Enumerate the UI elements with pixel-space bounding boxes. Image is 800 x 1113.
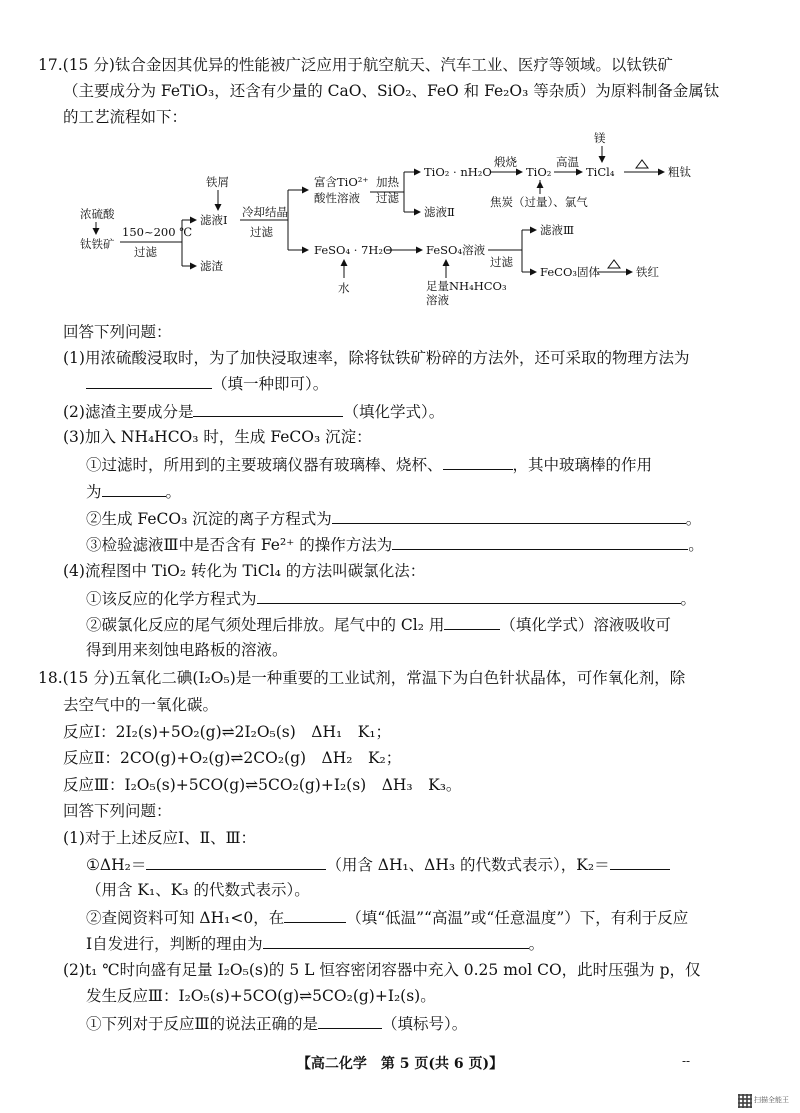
q18-intro-line1: 18.(15 分)五氧化二碘(I₂O₅)是一种重要的工业试剂，常温下为白色针状晶体，可作氧化剂，除 bbox=[38, 669, 686, 687]
label-ore: 钛铁矿 bbox=[80, 237, 115, 251]
q17-p4-2 bbox=[86, 613, 671, 636]
label-filter-1: 过滤 bbox=[134, 245, 157, 259]
answer-blank-p3-3[interactable] bbox=[392, 533, 688, 550]
q18-reaction-1: 反应Ⅰ：2I₂(s)+5O₂(g)⇌2I₂O₅(s) ΔH₁ K₁； bbox=[63, 723, 392, 741]
q18-p1-2-reason: Ⅰ自发进行，判断的理由为 bbox=[86, 935, 263, 953]
q18-p1-2-cont bbox=[86, 932, 544, 955]
label-tio2-hydrate: TiO₂ · nH₂O bbox=[424, 165, 492, 179]
process-flow-diagram bbox=[70, 128, 730, 318]
q17-p3-3: ③检验滤液Ⅲ中是否含有 Fe²⁺ 的操作方法为 。 bbox=[86, 533, 704, 556]
q17-p4-2-text: ②碳氯化反应的尾气须处理后排放。尾气中的 Cl₂ 用 bbox=[86, 616, 445, 634]
page-footer: 【高二化学 第 5 页(共 6 页)】 bbox=[296, 1056, 504, 1072]
corner-mark: -- bbox=[682, 1054, 691, 1068]
q17-p3-1-wei: 为 bbox=[86, 483, 102, 501]
qr-code-icon bbox=[738, 1094, 752, 1108]
label-filter-4: 过滤 bbox=[490, 255, 513, 269]
label-nh4hco3-1: 足量NH₄HCO₃ bbox=[426, 279, 507, 293]
label-ticl4: TiCl₄ bbox=[586, 165, 615, 179]
label-cool-cryst: 冷却结晶 bbox=[242, 205, 288, 219]
answer-blank-q18-p1-2a[interactable] bbox=[284, 906, 346, 923]
label-feso4-hydrate: FeSO₄ · 7H₂O bbox=[314, 243, 393, 257]
answer-blank-p3-2[interactable] bbox=[332, 507, 686, 524]
label-temp: 150~200 ℃ bbox=[122, 225, 193, 239]
q18-p2-line2: 发生反应Ⅲ：I₂O₅(s)+5CO(g)⇌5CO₂(g)+I₂(s)。 bbox=[86, 987, 436, 1005]
q17-p1-line2 bbox=[86, 372, 328, 395]
q17-p3-3-text: ③检验滤液Ⅲ中是否含有 Fe²⁺ 的操作方法为 bbox=[86, 536, 393, 554]
label-tio2: TiO₂ bbox=[526, 165, 552, 179]
label-feso4-sol: FeSO₄溶液 bbox=[426, 243, 486, 257]
answer-blank-q18-p2-1[interactable] bbox=[318, 1012, 382, 1029]
q18-intro-line2: 去空气中的一氧化碳。 bbox=[63, 696, 219, 714]
q17-p1-suffix: （填一种即可）。 bbox=[212, 375, 329, 393]
label-filtrate-2: 滤液Ⅱ bbox=[424, 205, 455, 219]
q17-intro-line2: （主要成分为 FeTiO₃，还含有少量的 CaO、SiO₂、FeO 和 Fe₂O₃ 等杂质）为原料制备金属钛 bbox=[63, 82, 720, 100]
q18-p1-2-end: 。 bbox=[528, 935, 545, 953]
q18-p1-1-cont: （用含 K₁、K₃ 的代数式表示）。 bbox=[86, 881, 310, 899]
q17-p3-2-text: ②生成 FeCO₃ 沉淀的离子方程式为 bbox=[86, 510, 332, 528]
q18-p1-1-mid: （用含 ΔH₁、ΔH₃ 的代数式表示），K₂＝ bbox=[326, 856, 610, 874]
q17-p4-2-cont: 得到用来刻蚀电路板的溶液。 bbox=[86, 641, 288, 659]
q17-p1-line1: (1)用浓硫酸浸取时，为了加快浸取速率，除将钛铁矿粉碎的方法外，还可采取的物理方法为 bbox=[63, 349, 690, 367]
q18-p2-line1: (2)t₁ ℃时向盛有足量 I₂O₅(s)的 5 L 恒容密闭容器中充入 0.25 mol CO，此时压强为 p，仅 bbox=[63, 961, 701, 979]
label-conc-acid: 浓硫酸 bbox=[80, 207, 115, 221]
answer-blank-p4-1[interactable] bbox=[257, 587, 681, 604]
qr-label: 扫描全能王 bbox=[754, 1096, 789, 1104]
q17-p2-suffix: （填化学式）。 bbox=[343, 403, 445, 421]
answer-blank-q18-p1-2b[interactable] bbox=[263, 932, 529, 949]
q18-reaction-3: 反应Ⅲ：I₂O₅(s)+5CO(g)⇌5CO₂(g)+I₂(s) ΔH₃ K₃。 bbox=[63, 776, 462, 794]
answer-blank-p4-2[interactable] bbox=[444, 613, 500, 630]
q18-answer-prompt: 回答下列问题： bbox=[63, 802, 172, 820]
q17-p3-1 bbox=[86, 453, 652, 476]
q17-p3-1-text: ①过滤时，所用到的主要玻璃仪器有玻璃棒、烧杯、 bbox=[86, 456, 443, 474]
label-residue: 滤渣 bbox=[200, 259, 223, 273]
label-coke-cl: 焦炭（过量）、氯气 bbox=[490, 195, 588, 209]
label-heat: 加热 bbox=[376, 175, 399, 189]
answer-blank-p3-1a[interactable] bbox=[443, 453, 513, 470]
q17-p3-1-cont bbox=[86, 480, 181, 503]
label-tio-sol-1: 富含TiO²⁺ bbox=[314, 175, 369, 189]
q17-p3-2: ②生成 FeCO₃ 沉淀的离子方程式为 。 bbox=[86, 507, 701, 530]
label-iron-red: 铁红 bbox=[636, 265, 659, 279]
q17-answer-prompt: 回答下列问题： bbox=[63, 323, 172, 341]
answer-blank-p2[interactable] bbox=[193, 400, 343, 417]
q18-p1-2-mid: （填“低温”“高温”或“任意温度”）下，有利于反应 bbox=[346, 909, 689, 927]
heat-triangle-icon-2 bbox=[608, 260, 620, 268]
label-mg: 镁 bbox=[594, 131, 606, 145]
q17-p2 bbox=[63, 400, 444, 423]
q17-p4: (4)流程图中 TiO₂ 转化为 TiCl₄ 的方法叫碳氯化法： bbox=[63, 562, 426, 580]
answer-blank-q18-p1-1a[interactable] bbox=[146, 853, 326, 870]
label-filter-2: 过滤 bbox=[250, 225, 273, 239]
q18-p1-2-text: ②查阅资料可知 ΔH₁<0，在 bbox=[86, 909, 285, 927]
label-iron-scrap: 铁屑 bbox=[206, 175, 229, 189]
q18-p1: (1)对于上述反应Ⅰ、Ⅱ、Ⅲ： bbox=[63, 829, 257, 847]
q17-p2-text: (2)滤渣主要成分是 bbox=[63, 403, 194, 421]
q17-p4-1-text: ①该反应的化学方程式为 bbox=[86, 590, 257, 608]
q18-p2-1-suffix: （填标号）。 bbox=[381, 1015, 468, 1033]
label-crude-ti: 粗钛 bbox=[668, 165, 691, 179]
answer-blank-q18-p1-1b[interactable] bbox=[610, 853, 670, 870]
q17-intro-line1: 17.(15 分)钛合金因其优异的性能被广泛应用于航空航天、汽车工业、医疗等领域。以钛铁矿 bbox=[38, 56, 673, 74]
q17-p4-1: ①该反应的化学方程式为 。 bbox=[86, 587, 696, 610]
label-high-temp: 高温 bbox=[556, 155, 579, 169]
label-filter-3: 过滤 bbox=[376, 191, 399, 205]
q18-p1-1 bbox=[86, 853, 670, 876]
q18-reaction-2: 反应Ⅱ：2CO(g)+O₂(g)⇌2CO₂(g) ΔH₂ K₂； bbox=[63, 749, 402, 767]
heat-triangle-icon bbox=[636, 160, 648, 168]
q18-p2-1-text: ①下列对于反应Ⅲ的说法正确的是 bbox=[86, 1015, 318, 1033]
label-tio-sol-2: 酸性溶液 bbox=[314, 191, 360, 205]
label-nh4hco3-2: 溶液 bbox=[426, 293, 449, 307]
answer-blank-p3-1b[interactable] bbox=[102, 480, 166, 497]
q17-p4-2-mid: （填化学式）溶液吸收可 bbox=[500, 616, 671, 634]
answer-blank-p1[interactable] bbox=[86, 372, 212, 389]
q17-intro-line3: 的工艺流程如下： bbox=[63, 108, 188, 126]
label-filtrate-1: 滤液Ⅰ bbox=[200, 213, 228, 227]
q18-p2-1 bbox=[86, 1012, 467, 1035]
q17-p3: (3)加入 NH₄HCO₃ 时，生成 FeCO₃ 沉淀： bbox=[63, 428, 372, 446]
label-feco3: FeCO₃固体 bbox=[540, 265, 600, 279]
label-filtrate-3: 滤液Ⅲ bbox=[540, 223, 575, 237]
q18-p1-2 bbox=[86, 906, 688, 929]
q18-p1-1-text: ①ΔH₂＝ bbox=[86, 856, 147, 874]
label-water: 水 bbox=[338, 281, 350, 295]
q17-p3-1-mid: ，其中玻璃棒的作用 bbox=[512, 456, 653, 474]
label-calcine: 煅烧 bbox=[494, 155, 517, 169]
q17-p3-1-end: 。 bbox=[165, 483, 182, 501]
